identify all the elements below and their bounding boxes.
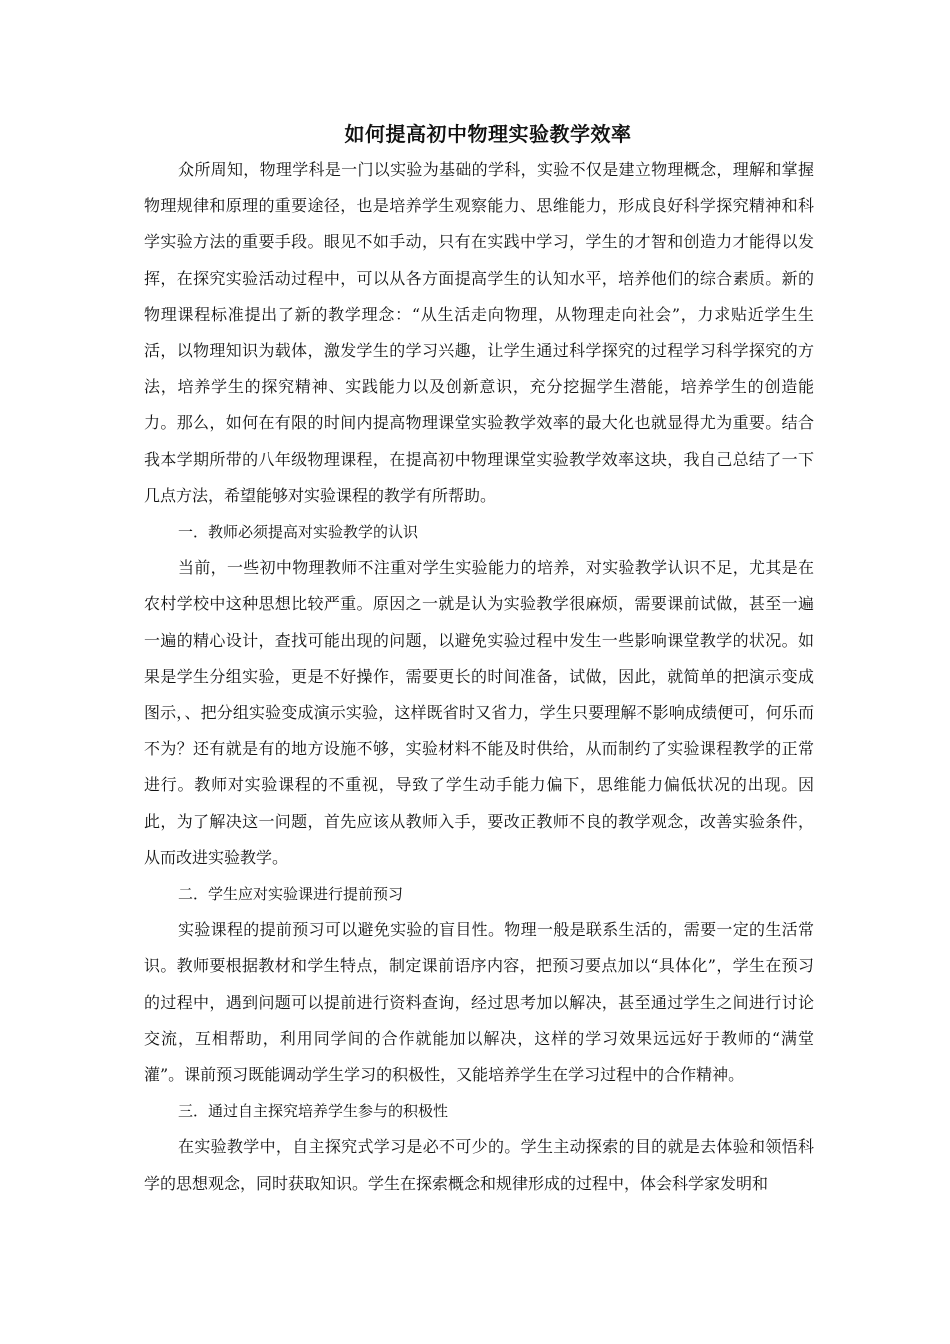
- section-body-2: 实验课程的提前预习可以避免实验的盲目性。物理一般是联系生活的，需要一定的生活常识。教师要根据教材和学生特点，制定课前语序内容，把预习要点加以“具体化”，学生在预习的过程中，遇到问题可以提前进行资料查询，经过思考加以解决，甚至通过学生之间进行讨论交流，互相帮助，利用同学间的合作就能加以解决，这样的学习效果远远好于教师的“满堂灌”。课前预习既能调动学生学习的积极性，又能培养学生在学习过程中的合作精神。: [144, 920, 814, 1085]
- section-heading-2: 二．学生应对实验课进行提前预习: [178, 885, 404, 904]
- section-body-1: 当前，一些初中物理教师不注重对学生实验能力的培养，对实验教学认识不足，尤其是在农村学校中这种思想比较严重。原因之一就是认为实验教学很麻烦，需要课前试做，甚至一遍一遍的精心设计，查找可能出现的问题，以避免实验过程中发生一些影响课堂教学的状况。如果是学生分组实验，更是不好操作，需要更长的时间准备，试做，因此，就简单的把演示变成图示，、把分组实验变成演示实验，这样既省时又省力，学生只要理解不影响成绩便可，何乐而不为？还有就是有的地方设施不够，实验材料不能及时供给，从而制约了实验课程教学的正常进行。教师对实验课程的不重视，导致了学生动手能力偏下，思维能力偏低状况的出现。因此，为了解决这一问题，首先应该从教师入手，要改正教师不良的教学观念，改善实验条件，从而改进实验教学。: [144, 558, 814, 867]
- intro-paragraph: 众所周知，物理学科是一门以实验为基础的学科，实验不仅是建立物理概念，理解和掌握物理规律和原理的重要途径，也是培养学生观察能力、思维能力，形成良好科学探究精神和科学实验方法的重要手段。眼见不如手动，只有在实践中学习，学生的才智和创造力才能得以发挥，在探究实验活动过程中，可以从各方面提高学生的认知水平，培养他们的综合素质。新的物理课程标准提出了新的教学理念：“从生活走向物理，从物理走向社会”，力求贴近学生生活，以物理知识为载体，激发学生的学习兴趣，让学生通过科学探究的过程学习科学探究的方法，培养学生的探究精神、实践能力以及创新意识，充分挖掘学生潜能，培养学生的创造能力。那么，如何在有限的时间内提高物理课堂实验教学效率的最大化也就显得尤为重要。结合我本学期所带的八年级物理课程，在提高初中物理课堂实验教学效率这块，我自己总结了一下几点方法，希望能够对实验课程的教学有所帮助。: [144, 160, 814, 505]
- section-heading-1: 一．教师必须提高对实验教学的认识: [178, 523, 419, 542]
- section-heading-3: 三．通过自主探究培养学生参与的积极性: [178, 1102, 449, 1121]
- document-title: 如何提高初中物理实验教学效率: [344, 122, 632, 146]
- section-body-3: 在实验教学中，自主探究式学习是必不可少的。学生主动探索的目的就是去体验和领悟科学的思想观念，同时获取知识。学生在探索概念和规律形成的过程中，体会科学家发明和: [144, 1137, 814, 1193]
- document-page: [144, 116, 814, 1202]
